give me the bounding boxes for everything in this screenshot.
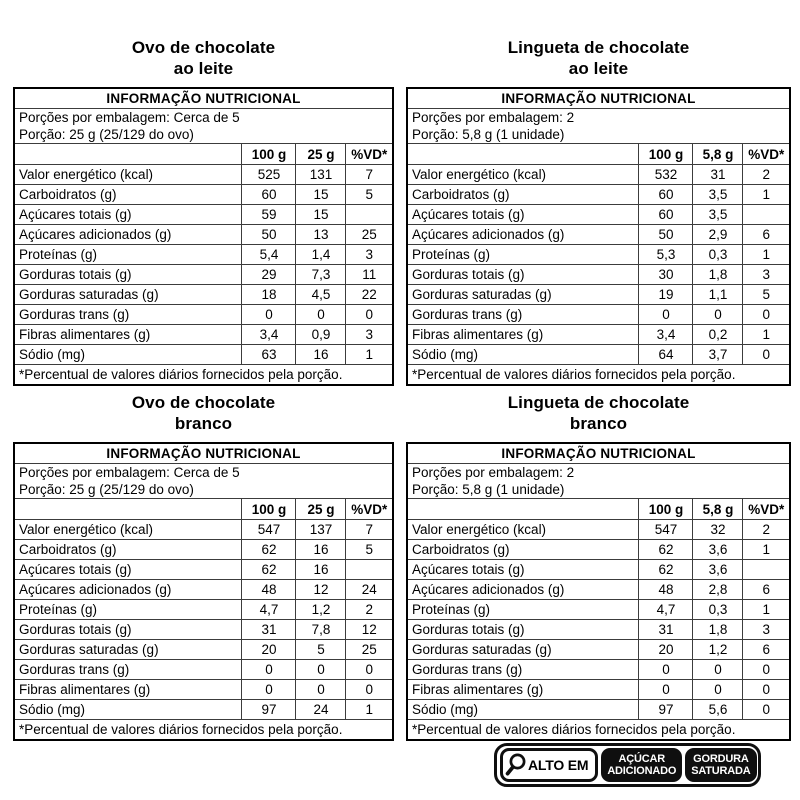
value-per-100g: 5,3 bbox=[639, 245, 693, 265]
value-percent-dv: 0 bbox=[743, 700, 790, 720]
value-percent-dv: 0 bbox=[346, 660, 393, 680]
value-per-portion: 3,6 bbox=[693, 560, 743, 580]
value-per-portion: 16 bbox=[296, 540, 346, 560]
alto-em-badge bbox=[500, 748, 598, 782]
nutrition-table bbox=[13, 442, 394, 741]
value-per-portion: 3,7 bbox=[693, 345, 743, 365]
value-percent-dv: 12 bbox=[346, 620, 393, 640]
nutrient-label: Açúcares adicionados (g) bbox=[407, 580, 639, 600]
product-panel bbox=[13, 392, 394, 741]
value-per-100g: 19 bbox=[639, 285, 693, 305]
product-title-line2: branco bbox=[174, 414, 233, 433]
value-per-portion: 32 bbox=[693, 520, 743, 540]
value-per-100g: 0 bbox=[242, 660, 296, 680]
nutrient-label: Carboidratos (g) bbox=[14, 185, 242, 205]
value-per-100g: 50 bbox=[639, 225, 693, 245]
table-row bbox=[14, 345, 393, 365]
nutrient-label: Gorduras totais (g) bbox=[14, 265, 242, 285]
value-percent-dv: 0 bbox=[346, 680, 393, 700]
footnote-row bbox=[407, 720, 790, 741]
nutrient-label: Gorduras trans (g) bbox=[14, 660, 242, 680]
nutrient-label: Sódio (mg) bbox=[14, 700, 242, 720]
nutrient-label: Fibras alimentares (g) bbox=[14, 325, 242, 345]
servings-per-package: Porções por embalagem: Cerca de 5 bbox=[19, 110, 240, 125]
value-per-100g: 97 bbox=[639, 700, 693, 720]
value-per-100g: 60 bbox=[242, 185, 296, 205]
value-percent-dv: 0 bbox=[346, 305, 393, 325]
table-row bbox=[407, 680, 790, 700]
table-title: INFORMAÇÃO NUTRICIONAL bbox=[407, 443, 790, 464]
servings-row bbox=[407, 109, 790, 144]
value-per-portion: 3,6 bbox=[693, 540, 743, 560]
col-header-100g: 100 g bbox=[639, 144, 693, 165]
nutrient-label: Gorduras saturadas (g) bbox=[14, 640, 242, 660]
table-row bbox=[14, 580, 393, 600]
product-title bbox=[406, 37, 791, 79]
value-per-portion: 0 bbox=[693, 680, 743, 700]
value-per-portion: 131 bbox=[296, 165, 346, 185]
footnote: *Percentual de valores diários fornecidos pela porção. bbox=[14, 365, 393, 386]
table-title: INFORMAÇÃO NUTRICIONAL bbox=[14, 443, 393, 464]
value-per-portion: 16 bbox=[296, 345, 346, 365]
alto-em-label: ALTO EM bbox=[528, 757, 589, 773]
value-per-100g: 62 bbox=[639, 540, 693, 560]
servings-info bbox=[14, 109, 393, 144]
value-per-100g: 0 bbox=[639, 660, 693, 680]
product-title bbox=[13, 37, 394, 79]
footnote-row bbox=[407, 365, 790, 386]
empty-cell bbox=[14, 144, 242, 165]
nutrient-label: Gorduras saturadas (g) bbox=[14, 285, 242, 305]
value-per-portion: 16 bbox=[296, 560, 346, 580]
value-per-100g: 29 bbox=[242, 265, 296, 285]
servings-per-package: Porções por embalagem: 2 bbox=[412, 110, 575, 125]
value-per-100g: 62 bbox=[242, 540, 296, 560]
badge-line: SATURADA bbox=[691, 765, 751, 777]
value-percent-dv: 6 bbox=[743, 640, 790, 660]
table-row bbox=[407, 285, 790, 305]
table-header-row bbox=[14, 443, 393, 464]
nutrient-label: Sódio (mg) bbox=[407, 345, 639, 365]
product-title-line2: ao leite bbox=[173, 59, 234, 78]
col-header-vd: %VD* bbox=[346, 144, 393, 165]
table-row bbox=[407, 265, 790, 285]
value-per-100g: 48 bbox=[242, 580, 296, 600]
col-header-portion: 25 g bbox=[296, 144, 346, 165]
value-percent-dv: 6 bbox=[743, 580, 790, 600]
nutrient-label: Proteínas (g) bbox=[407, 600, 639, 620]
col-header-portion: 25 g bbox=[296, 499, 346, 520]
table-row bbox=[407, 660, 790, 680]
value-per-100g: 31 bbox=[639, 620, 693, 640]
table-row bbox=[407, 620, 790, 640]
value-per-100g: 18 bbox=[242, 285, 296, 305]
servings-row bbox=[14, 464, 393, 499]
value-percent-dv bbox=[346, 560, 393, 580]
value-percent-dv: 24 bbox=[346, 580, 393, 600]
value-percent-dv: 1 bbox=[743, 185, 790, 205]
table-row bbox=[407, 600, 790, 620]
value-percent-dv: 3 bbox=[743, 265, 790, 285]
value-per-portion: 24 bbox=[296, 700, 346, 720]
footnote: *Percentual de valores diários fornecidos pela porção. bbox=[14, 720, 393, 741]
footnote-row bbox=[14, 720, 393, 741]
nutrition-table bbox=[406, 87, 791, 386]
value-per-portion: 2,9 bbox=[693, 225, 743, 245]
table-row bbox=[14, 165, 393, 185]
table-row bbox=[407, 560, 790, 580]
value-per-100g: 0 bbox=[639, 680, 693, 700]
table-title: INFORMAÇÃO NUTRICIONAL bbox=[407, 88, 790, 109]
product-title-line1: Lingueta de chocolate bbox=[507, 38, 690, 57]
product-title bbox=[406, 392, 791, 434]
table-row bbox=[407, 345, 790, 365]
nutrient-label: Açúcares totais (g) bbox=[14, 560, 242, 580]
empty-cell bbox=[407, 499, 639, 520]
product-title-line1: Lingueta de chocolate bbox=[507, 393, 690, 412]
badge-line: AÇÚCAR bbox=[618, 753, 665, 765]
table-row bbox=[14, 600, 393, 620]
table-row bbox=[407, 225, 790, 245]
nutrient-label: Fibras alimentares (g) bbox=[407, 325, 639, 345]
table-row bbox=[407, 640, 790, 660]
table-row bbox=[14, 205, 393, 225]
nutrient-label: Açúcares adicionados (g) bbox=[14, 225, 242, 245]
servings-row bbox=[14, 109, 393, 144]
nutrient-label: Açúcares totais (g) bbox=[14, 205, 242, 225]
footnote-row bbox=[14, 365, 393, 386]
table-header-row bbox=[407, 443, 790, 464]
table-row bbox=[14, 640, 393, 660]
col-header-portion: 5,8 g bbox=[693, 499, 743, 520]
value-per-portion: 0 bbox=[693, 305, 743, 325]
table-row bbox=[14, 185, 393, 205]
value-percent-dv bbox=[743, 205, 790, 225]
value-percent-dv: 3 bbox=[743, 620, 790, 640]
nutrition-table bbox=[406, 442, 791, 741]
column-header-row bbox=[14, 144, 393, 165]
value-per-portion: 1,2 bbox=[296, 600, 346, 620]
table-header-row bbox=[407, 88, 790, 109]
value-per-100g: 3,4 bbox=[639, 325, 693, 345]
value-per-100g: 60 bbox=[639, 205, 693, 225]
nutrient-label: Açúcares adicionados (g) bbox=[14, 580, 242, 600]
value-per-portion: 0,2 bbox=[693, 325, 743, 345]
col-header-100g: 100 g bbox=[639, 499, 693, 520]
value-per-100g: 48 bbox=[639, 580, 693, 600]
value-per-portion: 0 bbox=[296, 305, 346, 325]
nutrient-label: Gorduras totais (g) bbox=[407, 620, 639, 640]
product-title-line2: branco bbox=[569, 414, 628, 433]
product-title-line1: Ovo de chocolate bbox=[131, 393, 276, 412]
product-title bbox=[13, 392, 394, 434]
acucar-adicionado-badge bbox=[601, 748, 682, 782]
column-header-row bbox=[14, 499, 393, 520]
table-row bbox=[14, 225, 393, 245]
nutrient-label: Sódio (mg) bbox=[407, 700, 639, 720]
value-per-portion: 15 bbox=[296, 205, 346, 225]
value-per-portion: 5 bbox=[296, 640, 346, 660]
product-title-line2: ao leite bbox=[568, 59, 629, 78]
nutrient-label: Valor energético (kcal) bbox=[14, 520, 242, 540]
value-per-portion: 1,1 bbox=[693, 285, 743, 305]
table-row bbox=[407, 325, 790, 345]
table-row bbox=[407, 580, 790, 600]
value-percent-dv: 7 bbox=[346, 165, 393, 185]
value-per-100g: 4,7 bbox=[242, 600, 296, 620]
table-row bbox=[407, 245, 790, 265]
nutrient-label: Carboidratos (g) bbox=[14, 540, 242, 560]
value-per-100g: 63 bbox=[242, 345, 296, 365]
value-percent-dv bbox=[346, 205, 393, 225]
nutrient-label: Gorduras totais (g) bbox=[407, 265, 639, 285]
nutrient-label: Sódio (mg) bbox=[14, 345, 242, 365]
product-panel bbox=[13, 37, 394, 386]
value-per-100g: 62 bbox=[639, 560, 693, 580]
table-header-row bbox=[14, 88, 393, 109]
servings-per-package: Porções por embalagem: 2 bbox=[412, 465, 575, 480]
table-row bbox=[14, 245, 393, 265]
nutrition-table bbox=[13, 87, 394, 386]
value-percent-dv: 0 bbox=[743, 305, 790, 325]
value-per-100g: 64 bbox=[639, 345, 693, 365]
value-percent-dv: 6 bbox=[743, 225, 790, 245]
value-per-portion: 0 bbox=[693, 660, 743, 680]
value-percent-dv: 0 bbox=[743, 345, 790, 365]
portion-size: Porção: 25 g (25/129 do ovo) bbox=[19, 127, 194, 142]
value-per-portion: 7,3 bbox=[296, 265, 346, 285]
col-header-100g: 100 g bbox=[242, 144, 296, 165]
nutrient-label: Gorduras saturadas (g) bbox=[407, 285, 639, 305]
column-header-row bbox=[407, 144, 790, 165]
value-per-portion: 2,8 bbox=[693, 580, 743, 600]
table-row bbox=[407, 540, 790, 560]
value-percent-dv: 3 bbox=[346, 325, 393, 345]
value-per-100g: 4,7 bbox=[639, 600, 693, 620]
table-row bbox=[14, 285, 393, 305]
value-per-100g: 50 bbox=[242, 225, 296, 245]
value-percent-dv: 1 bbox=[743, 540, 790, 560]
table-row bbox=[407, 520, 790, 540]
nutrient-label: Valor energético (kcal) bbox=[407, 520, 639, 540]
value-per-portion: 12 bbox=[296, 580, 346, 600]
value-per-100g: 532 bbox=[639, 165, 693, 185]
value-percent-dv: 1 bbox=[346, 700, 393, 720]
value-per-100g: 525 bbox=[242, 165, 296, 185]
value-per-100g: 62 bbox=[242, 560, 296, 580]
nutrient-label: Proteínas (g) bbox=[14, 600, 242, 620]
footnote: *Percentual de valores diários fornecidos pela porção. bbox=[407, 720, 790, 741]
col-header-100g: 100 g bbox=[242, 499, 296, 520]
table-row bbox=[407, 305, 790, 325]
col-header-vd: %VD* bbox=[743, 499, 790, 520]
value-per-portion: 15 bbox=[296, 185, 346, 205]
portion-size: Porção: 5,8 g (1 unidade) bbox=[412, 482, 565, 497]
value-per-100g: 30 bbox=[639, 265, 693, 285]
value-per-portion: 3,5 bbox=[693, 205, 743, 225]
value-per-portion: 5,6 bbox=[693, 700, 743, 720]
value-per-100g: 5,4 bbox=[242, 245, 296, 265]
magnifier-icon bbox=[504, 752, 528, 778]
value-percent-dv: 5 bbox=[743, 285, 790, 305]
nutrient-label: Gorduras trans (g) bbox=[407, 660, 639, 680]
nutrient-label: Proteínas (g) bbox=[14, 245, 242, 265]
nutrient-label: Carboidratos (g) bbox=[407, 185, 639, 205]
table-row bbox=[407, 700, 790, 720]
value-percent-dv: 3 bbox=[346, 245, 393, 265]
value-percent-dv: 11 bbox=[346, 265, 393, 285]
value-per-100g: 0 bbox=[639, 305, 693, 325]
col-header-portion: 5,8 g bbox=[693, 144, 743, 165]
nutrient-label: Fibras alimentares (g) bbox=[14, 680, 242, 700]
table-row bbox=[14, 660, 393, 680]
servings-info bbox=[407, 464, 790, 499]
value-per-100g: 547 bbox=[639, 520, 693, 540]
value-per-100g: 3,4 bbox=[242, 325, 296, 345]
value-percent-dv: 2 bbox=[743, 165, 790, 185]
value-percent-dv: 0 bbox=[743, 680, 790, 700]
value-per-100g: 31 bbox=[242, 620, 296, 640]
nutrient-label: Gorduras totais (g) bbox=[14, 620, 242, 640]
badge-line: GORDURA bbox=[693, 753, 749, 765]
value-percent-dv: 2 bbox=[743, 520, 790, 540]
footnote: *Percentual de valores diários fornecidos pela porção. bbox=[407, 365, 790, 386]
table-row bbox=[14, 540, 393, 560]
nutrient-label: Açúcares totais (g) bbox=[407, 205, 639, 225]
value-per-100g: 0 bbox=[242, 305, 296, 325]
value-per-portion: 137 bbox=[296, 520, 346, 540]
value-per-portion: 13 bbox=[296, 225, 346, 245]
value-percent-dv: 25 bbox=[346, 225, 393, 245]
value-percent-dv: 22 bbox=[346, 285, 393, 305]
table-row bbox=[14, 325, 393, 345]
value-percent-dv bbox=[743, 560, 790, 580]
value-percent-dv: 2 bbox=[346, 600, 393, 620]
badge-line: ADICIONADO bbox=[607, 765, 677, 777]
value-per-portion: 0 bbox=[296, 680, 346, 700]
value-percent-dv: 25 bbox=[346, 640, 393, 660]
table-row bbox=[14, 560, 393, 580]
value-per-portion: 0,9 bbox=[296, 325, 346, 345]
table-row bbox=[14, 265, 393, 285]
table-row bbox=[14, 700, 393, 720]
servings-info bbox=[407, 109, 790, 144]
empty-cell bbox=[407, 144, 639, 165]
table-row bbox=[14, 305, 393, 325]
value-percent-dv: 5 bbox=[346, 185, 393, 205]
value-percent-dv: 5 bbox=[346, 540, 393, 560]
servings-info bbox=[14, 464, 393, 499]
nutrient-label: Valor energético (kcal) bbox=[407, 165, 639, 185]
value-per-100g: 60 bbox=[639, 185, 693, 205]
value-percent-dv: 1 bbox=[346, 345, 393, 365]
value-per-100g: 20 bbox=[639, 640, 693, 660]
value-per-portion: 3,5 bbox=[693, 185, 743, 205]
table-row bbox=[407, 185, 790, 205]
servings-row bbox=[407, 464, 790, 499]
table-row bbox=[407, 205, 790, 225]
value-per-100g: 0 bbox=[242, 680, 296, 700]
table-row bbox=[14, 520, 393, 540]
value-percent-dv: 1 bbox=[743, 600, 790, 620]
value-percent-dv: 7 bbox=[346, 520, 393, 540]
value-per-portion: 1,8 bbox=[693, 265, 743, 285]
empty-cell bbox=[14, 499, 242, 520]
value-per-portion: 0,3 bbox=[693, 245, 743, 265]
nutrient-label: Gorduras trans (g) bbox=[407, 305, 639, 325]
value-per-portion: 31 bbox=[693, 165, 743, 185]
nutrient-label: Fibras alimentares (g) bbox=[407, 680, 639, 700]
value-per-portion: 0,3 bbox=[693, 600, 743, 620]
nutrient-label: Carboidratos (g) bbox=[407, 540, 639, 560]
warning-seal bbox=[494, 743, 761, 787]
product-title-line1: Ovo de chocolate bbox=[131, 38, 276, 57]
portion-size: Porção: 5,8 g (1 unidade) bbox=[412, 127, 565, 142]
table-row bbox=[407, 165, 790, 185]
value-per-portion: 7,8 bbox=[296, 620, 346, 640]
value-per-100g: 20 bbox=[242, 640, 296, 660]
portion-size: Porção: 25 g (25/129 do ovo) bbox=[19, 482, 194, 497]
product-panel bbox=[406, 392, 791, 741]
nutrient-label: Valor energético (kcal) bbox=[14, 165, 242, 185]
value-per-100g: 547 bbox=[242, 520, 296, 540]
nutrient-label: Gorduras trans (g) bbox=[14, 305, 242, 325]
gordura-saturada-badge bbox=[685, 748, 756, 782]
value-percent-dv: 1 bbox=[743, 325, 790, 345]
product-panel bbox=[406, 37, 791, 386]
nutrient-label: Gorduras saturadas (g) bbox=[407, 640, 639, 660]
col-header-vd: %VD* bbox=[743, 144, 790, 165]
value-percent-dv: 1 bbox=[743, 245, 790, 265]
value-per-portion: 4,5 bbox=[296, 285, 346, 305]
value-per-100g: 97 bbox=[242, 700, 296, 720]
col-header-vd: %VD* bbox=[346, 499, 393, 520]
value-per-100g: 59 bbox=[242, 205, 296, 225]
servings-per-package: Porções por embalagem: Cerca de 5 bbox=[19, 465, 240, 480]
nutrient-label: Açúcares adicionados (g) bbox=[407, 225, 639, 245]
value-per-portion: 0 bbox=[296, 660, 346, 680]
value-per-portion: 1,8 bbox=[693, 620, 743, 640]
value-per-portion: 1,4 bbox=[296, 245, 346, 265]
nutrient-label: Açúcares totais (g) bbox=[407, 560, 639, 580]
value-per-portion: 1,2 bbox=[693, 640, 743, 660]
nutrient-label: Proteínas (g) bbox=[407, 245, 639, 265]
table-row bbox=[14, 620, 393, 640]
column-header-row bbox=[407, 499, 790, 520]
value-percent-dv: 0 bbox=[743, 660, 790, 680]
table-title: INFORMAÇÃO NUTRICIONAL bbox=[14, 88, 393, 109]
table-row bbox=[14, 680, 393, 700]
